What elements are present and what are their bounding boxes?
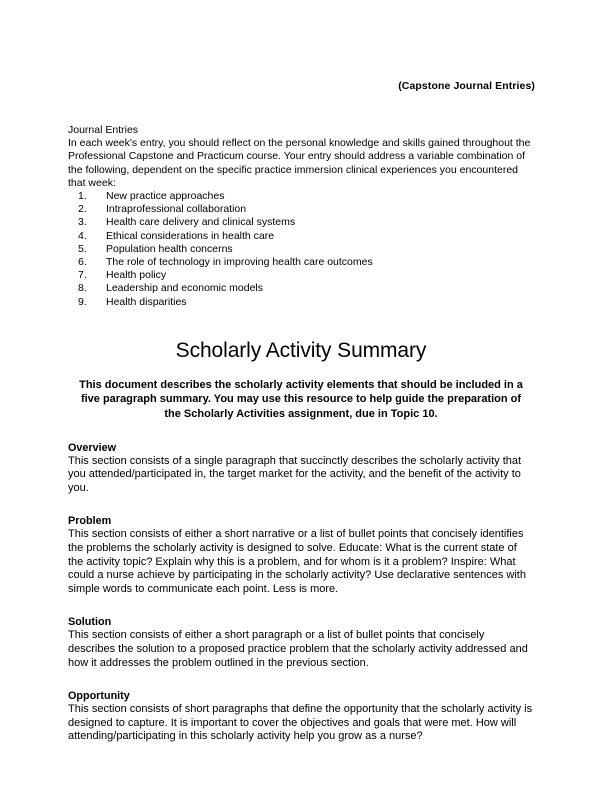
list-item-label: Intraprofessional collaboration bbox=[106, 203, 247, 216]
section-heading: Solution bbox=[68, 616, 112, 629]
document-lede: This document describes the scholarly activity elements that should be included in a five paragraph summary. You may use this resource to help guide the preparation of the Scholarly Activities assignment, due in Topic 10. bbox=[79, 378, 523, 421]
running-header: (Capstone Journal Entries) bbox=[398, 80, 535, 92]
list-item-label: New practice approaches bbox=[106, 190, 225, 203]
list-item-label: Population health concerns bbox=[106, 242, 233, 255]
list-item-label: Ethical considerations in health care bbox=[106, 229, 275, 242]
list-item-number: 9. bbox=[78, 295, 87, 308]
list-item-label: Health policy bbox=[106, 269, 167, 282]
section-overview bbox=[68, 422, 534, 496]
list-item-number: 2. bbox=[78, 203, 87, 216]
list-item-number: 5. bbox=[78, 242, 87, 255]
list-item bbox=[68, 243, 534, 256]
section-body: This section consists of either a short paragraph or a list of bullet points that concisely describes the solution to a proposed practice problem that the scholarly activity addressed and how it addresses the problem outlined in the previous section. bbox=[68, 629, 528, 669]
section-heading: Problem bbox=[68, 515, 112, 528]
section-body: This section consists of either a short narrative or a list of bullet points that concisely identifies the problems the scholarly activity is designed to solve. Educate: What is the current state of the activity topic? Explain why this is a problem, and for whom is it a problem? Inspire: What could a nurse achieve by participating in the scholarly activity? Use declarative sentences with simple words to communicate each point. Less is more. bbox=[68, 528, 526, 595]
list-item-number: 6. bbox=[78, 256, 87, 269]
list-item bbox=[68, 190, 534, 203]
journal-entries-intro: In each week's entry, you should reflect on the personal knowledge and skills gained throughout the Professional Capstone and Practicum course. Your entry should address a variable combination of the following, dependent on the specific practice immersion clinical experiences you encountered that week: bbox=[68, 137, 531, 189]
list-item-number: 7. bbox=[78, 269, 87, 282]
journal-topic-list bbox=[68, 190, 534, 309]
section-body: This section consists of short paragraphs that define the opportunity that the scholarly activity is designed to capture. It is important to cover the objectives and goals that were met. How will attending/participating in this scholarly activity help you grow as a nurse? bbox=[68, 703, 533, 743]
list-item-number: 3. bbox=[78, 216, 87, 229]
list-item bbox=[68, 216, 534, 229]
list-item-number: 8. bbox=[78, 282, 87, 295]
list-item bbox=[68, 203, 534, 216]
list-item-number: 4. bbox=[78, 229, 87, 242]
list-item bbox=[68, 256, 534, 269]
page-title: Scholarly Activity Summary bbox=[175, 338, 427, 362]
section-problem bbox=[68, 495, 534, 596]
list-item bbox=[68, 230, 534, 243]
section-solution bbox=[68, 596, 534, 670]
section-heading: Opportunity bbox=[68, 690, 130, 703]
section-body: This section consists of a single paragraph that succinctly describes the scholarly activity that you attended/participated in, the target market for the activity, and the benefit of the activity to you. bbox=[68, 454, 522, 494]
section-opportunity bbox=[68, 670, 534, 744]
list-item-label: Health care delivery and clinical systems bbox=[106, 216, 296, 229]
list-item-label: Leadership and economic models bbox=[106, 282, 264, 295]
list-item bbox=[68, 296, 534, 309]
list-item bbox=[68, 282, 534, 295]
list-item bbox=[68, 269, 534, 282]
list-item-label: The role of technology in improving health care outcomes bbox=[106, 256, 373, 269]
document-body bbox=[68, 124, 534, 744]
journal-entries-heading: Journal Entries bbox=[68, 124, 139, 136]
list-item-number: 1. bbox=[78, 190, 87, 203]
section-heading: Overview bbox=[68, 441, 117, 454]
list-item-label: Health disparities bbox=[106, 295, 187, 308]
